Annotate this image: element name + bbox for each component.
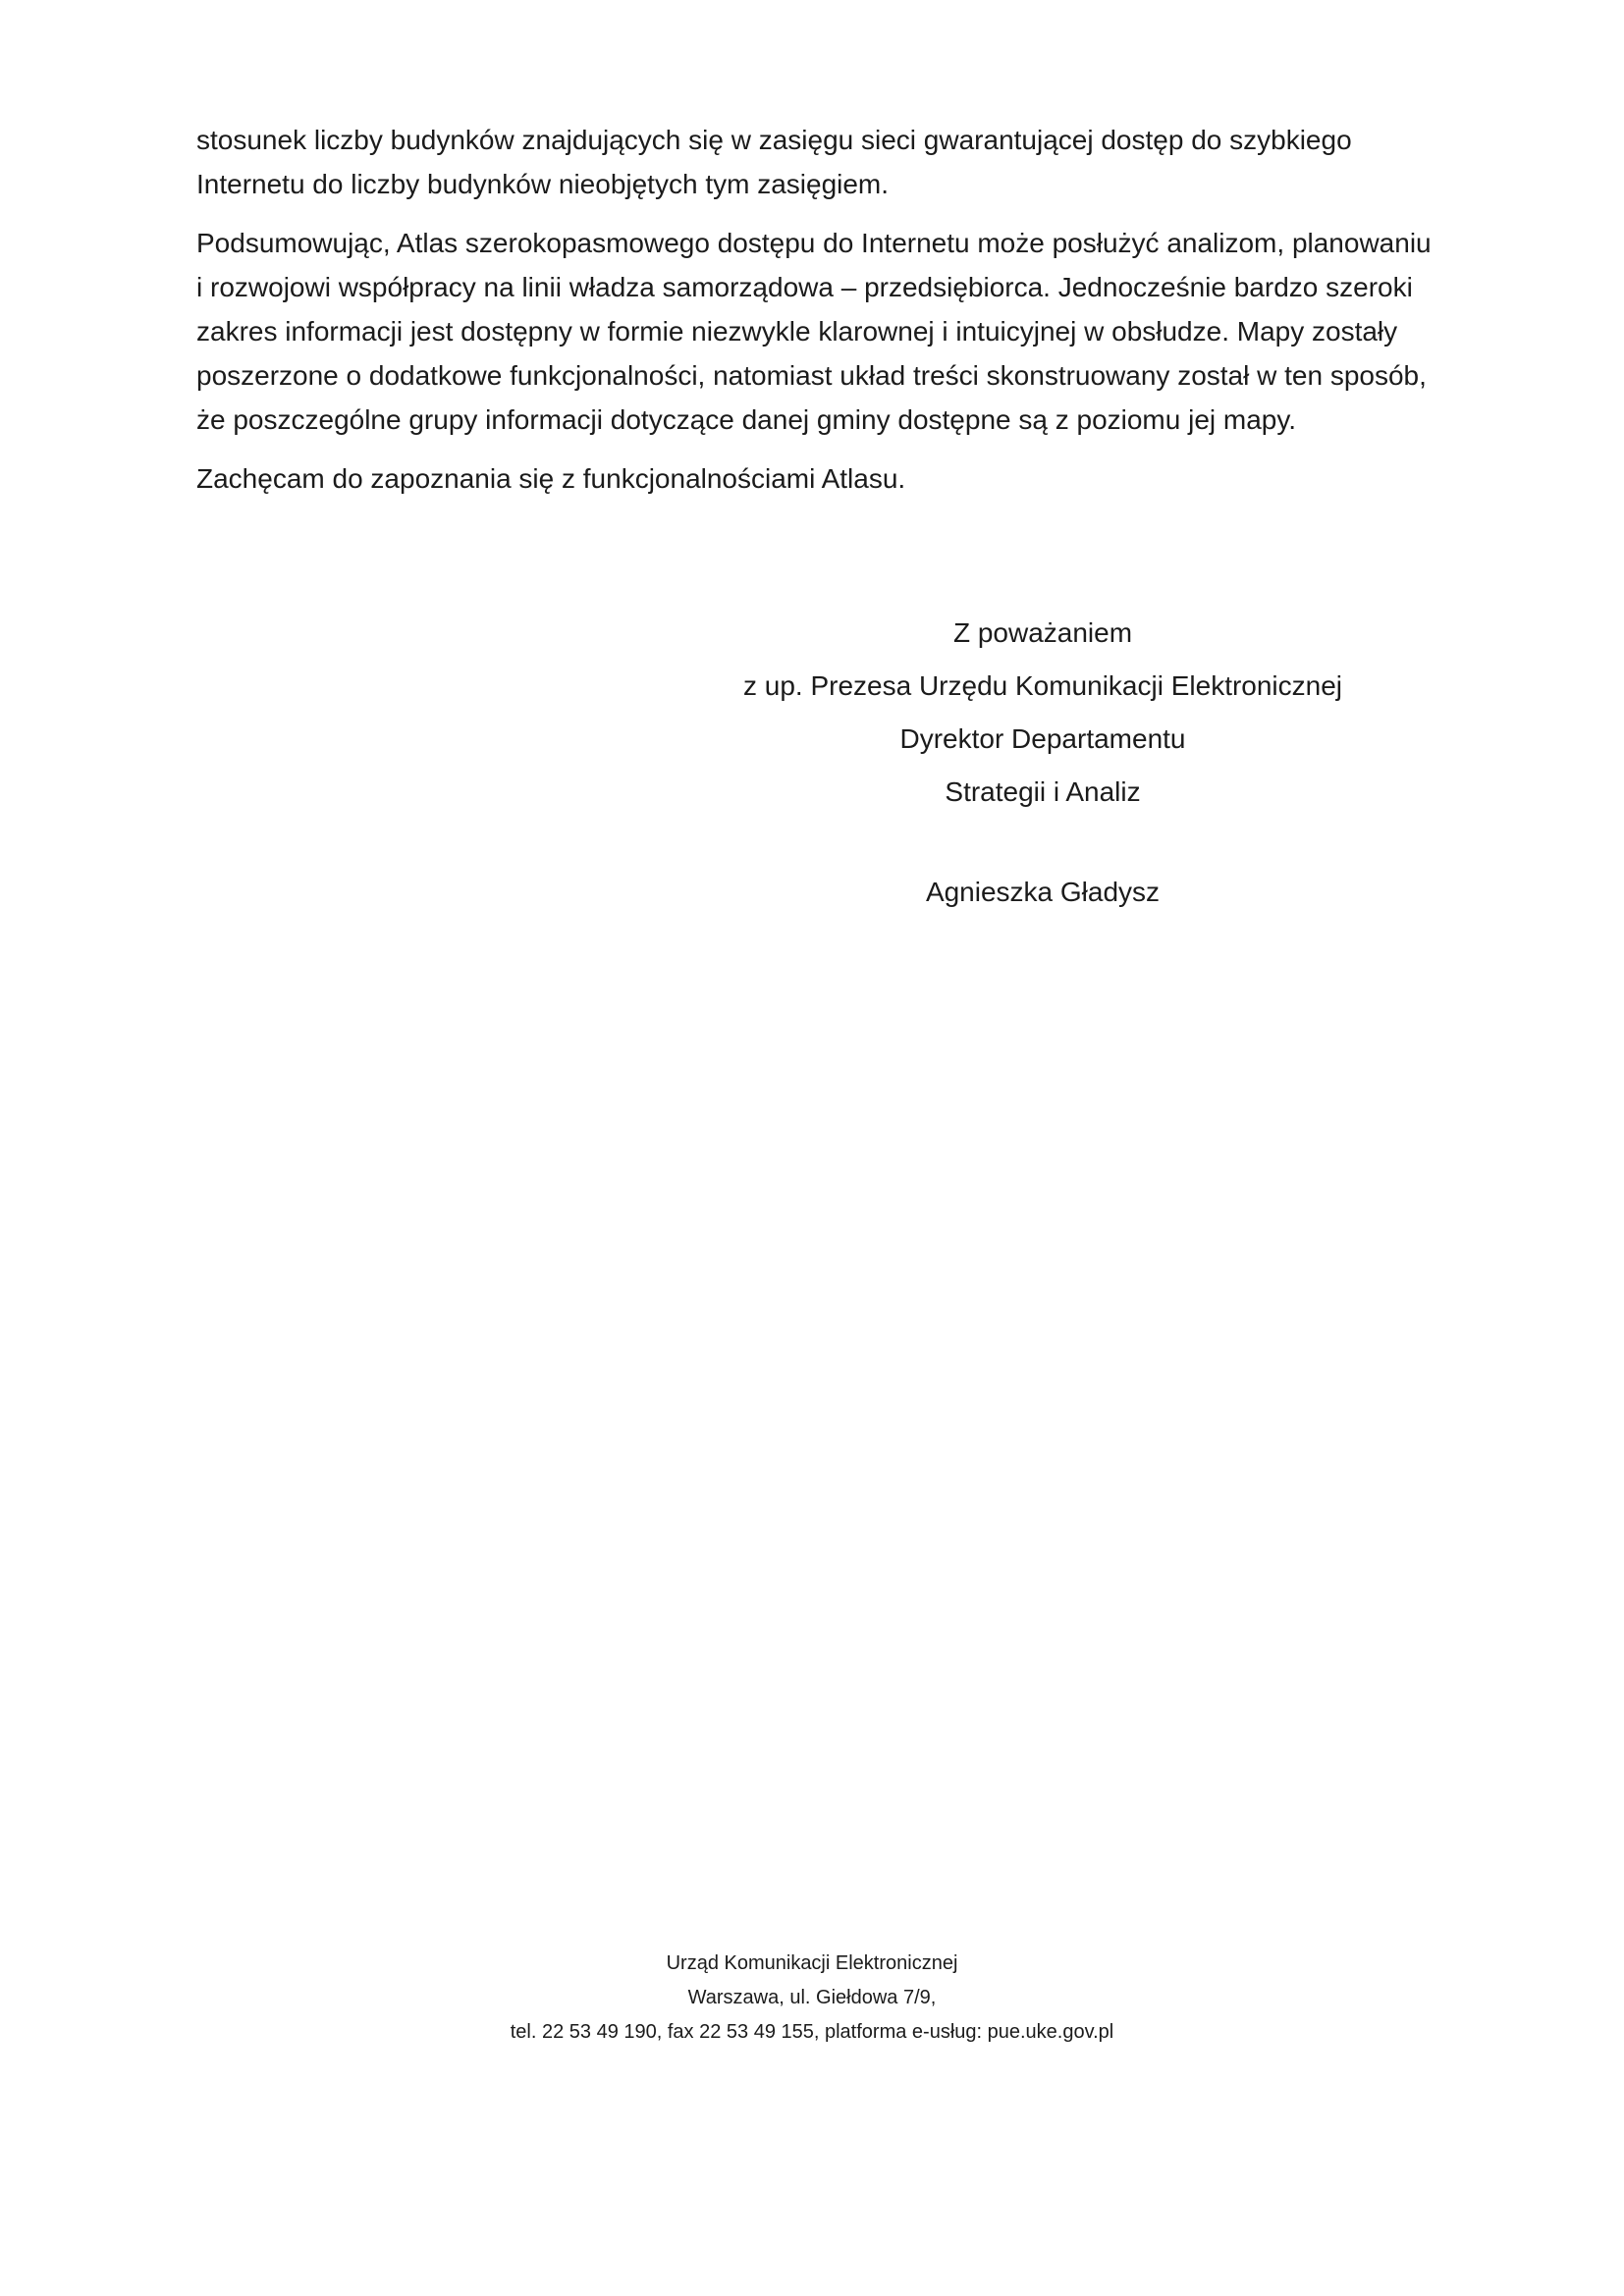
signature-title-line-2: Dyrektor Departamentu [899, 723, 1186, 754]
signature-name: Agnieszka Gładysz [925, 877, 1161, 907]
footer-org-name: Urząd Komunikacji Elektronicznej [666, 1952, 958, 1974]
page-footer [0, 1947, 1624, 2050]
signature-block [687, 607, 1398, 919]
paragraph-1: stosunek liczby budynków znajdujących się w zasięgu sieci gwarantującej dostęp do szybkiego Internetu do liczby budynków nieobjętych tym zasięgiem. [196, 125, 1352, 199]
letter-body [196, 118, 1443, 515]
paragraph-2: Podsumowując, Atlas szerokopasmowego dostępu do Internetu może posłużyć analizom, planowaniu i rozwojowi współpracy na linii władza samorządowa – przedsiębiorca. Jednocześnie bardzo szeroki zakres informacji jest dostępny w formie niezwykle klarownej i intuicyjnej w obsłudze. Mapy zostały poszerzone o dodatkowe funkcjonalności, natomiast układ treści skonstruowany został w ten sposób, że poszczególne grupy informacji dotyczące danej gminy dostępne są z poziomu jej mapy. [196, 228, 1432, 435]
paragraph-3: Zachęcam do zapoznania się z funkcjonalnościami Atlasu. [196, 463, 906, 494]
signature-title-line-3: Strategii i Analiz [945, 776, 1141, 807]
signature-title-line-1: z up. Prezesa Urzędu Komunikacji Elektronicznej [742, 670, 1343, 701]
footer-address: Warszawa, ul. Giełdowa 7/9, [687, 1987, 937, 2008]
signature-closing: Z poważaniem [952, 617, 1133, 648]
footer-contact: tel. 22 53 49 190, fax 22 53 49 155, platforma e-usług: pue.uke.gov.pl [510, 2021, 1114, 2043]
